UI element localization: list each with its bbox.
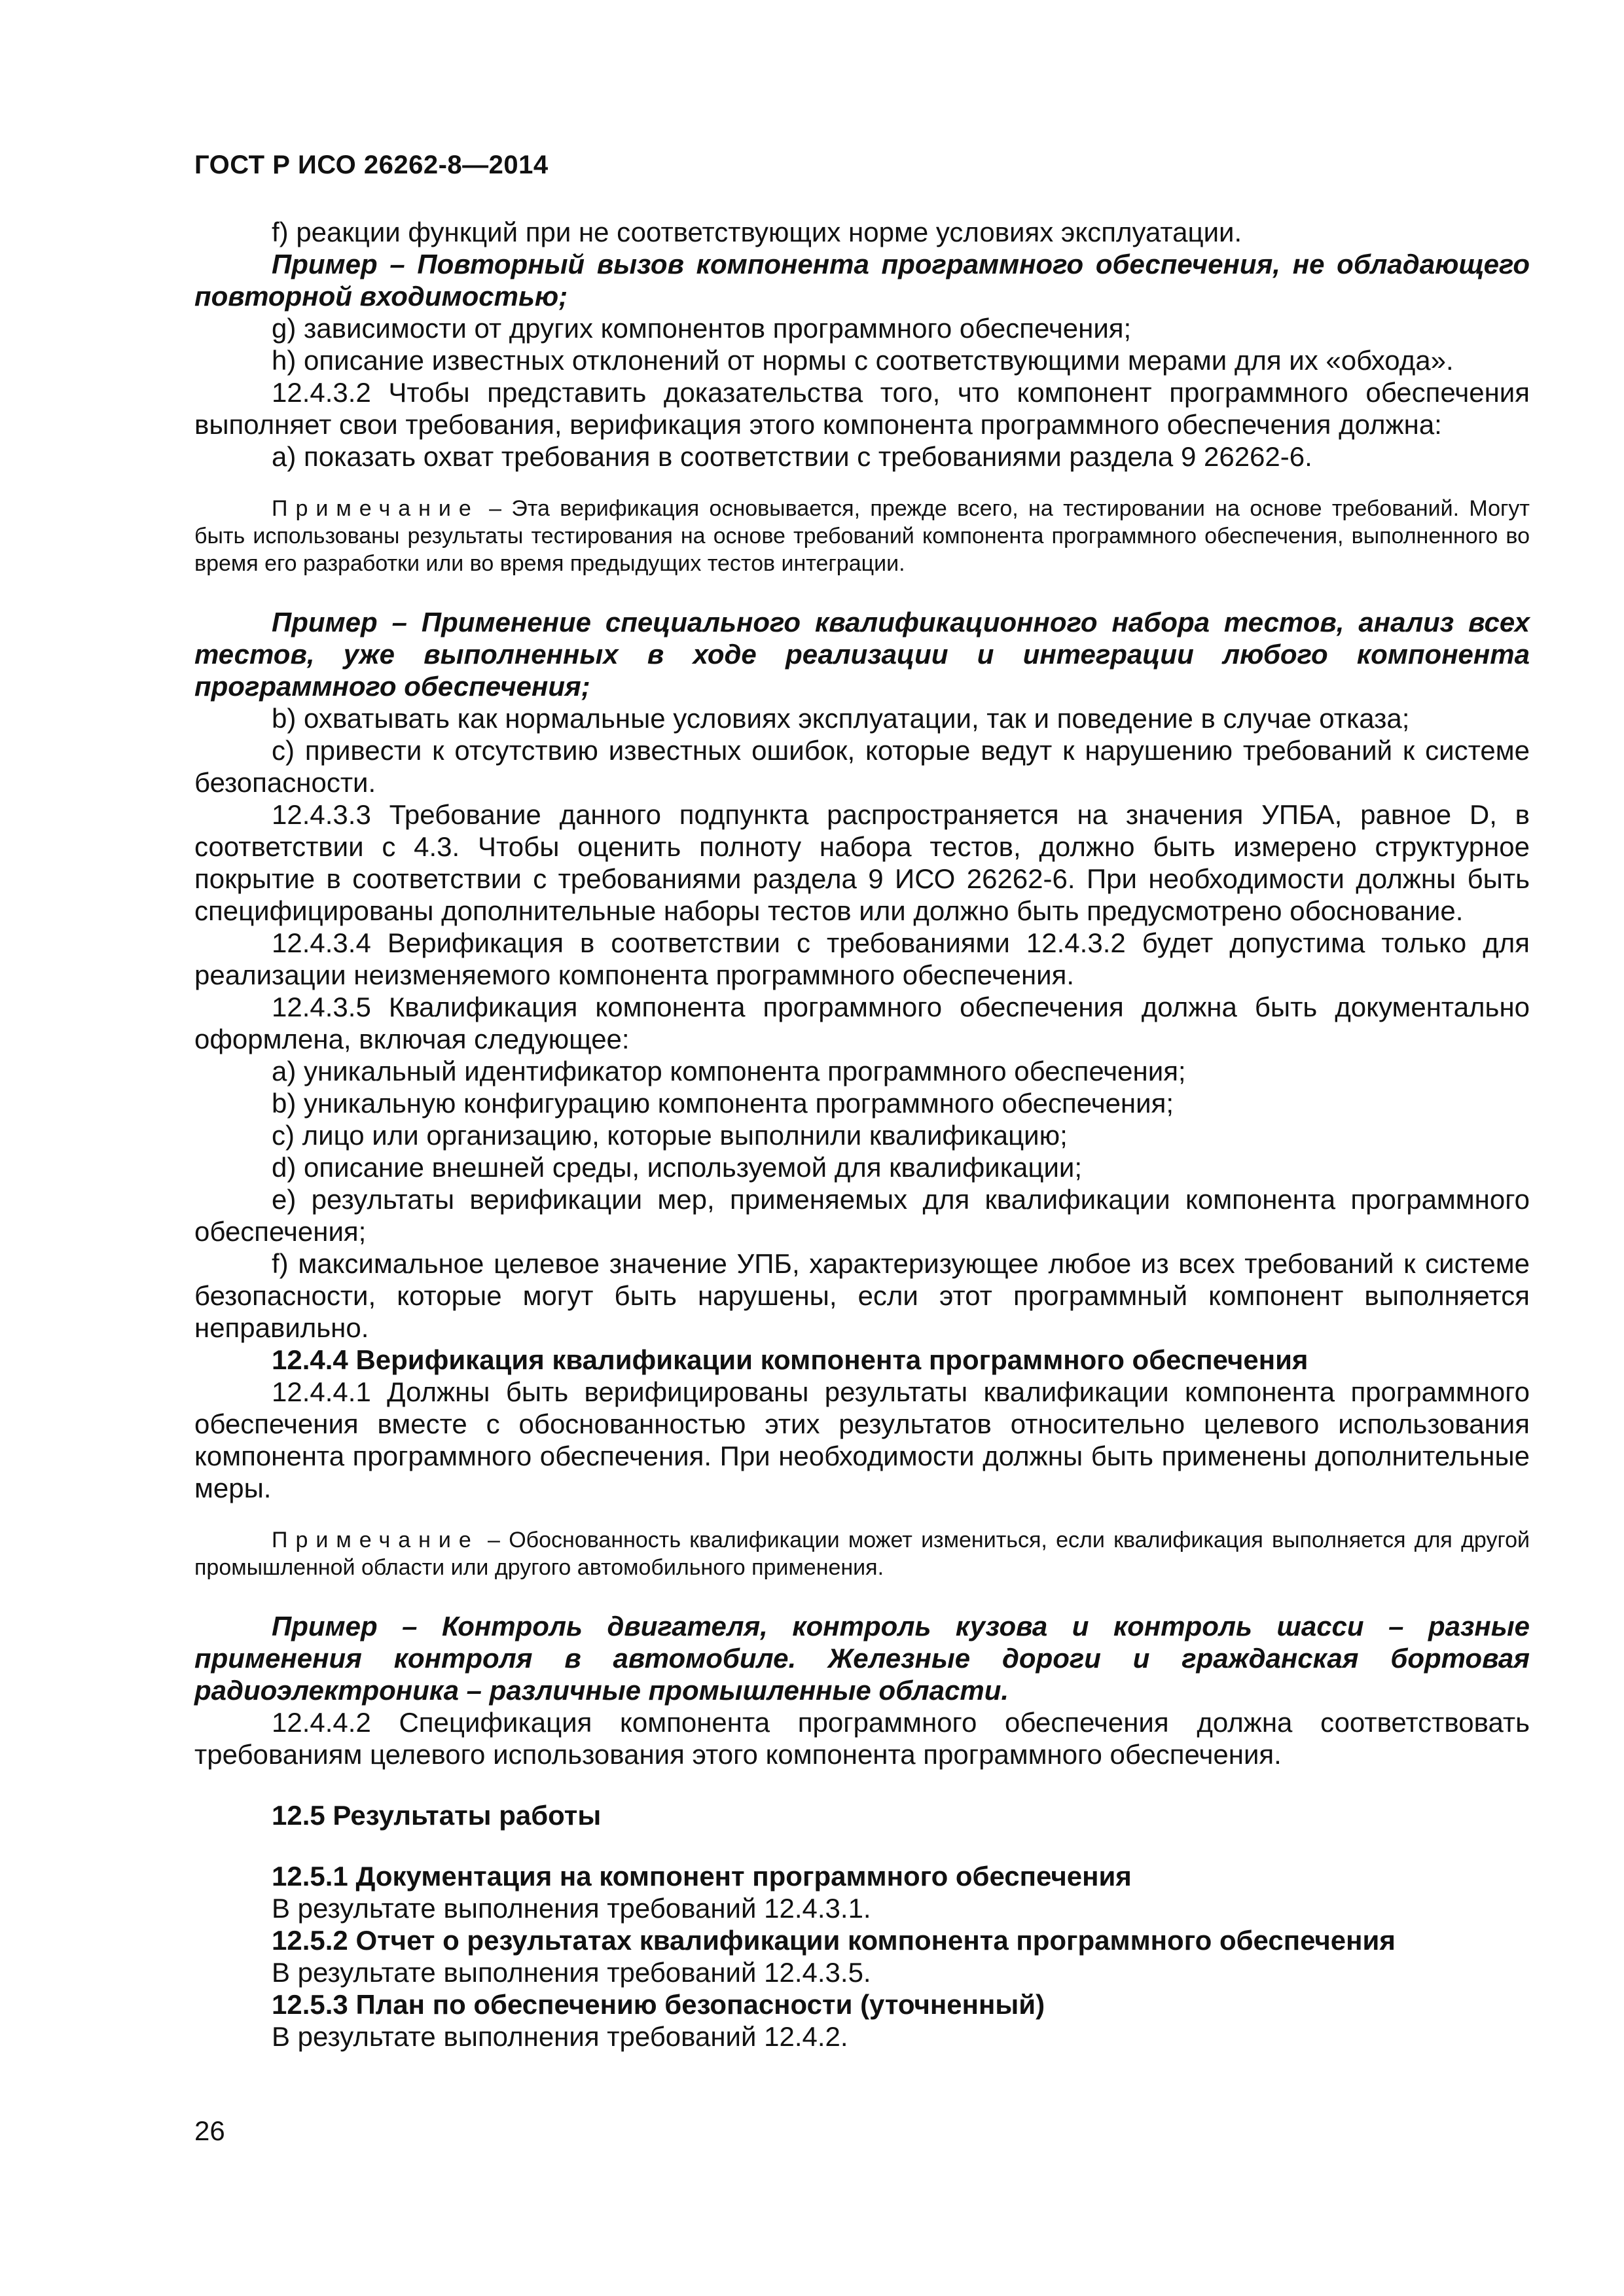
document-code-header: ГОСТ Р ИСО 26262-8—2014: [194, 151, 549, 179]
heading-12-5-1: 12.5.1 Документация на компонент программного обеспечения: [272, 1861, 1132, 1892]
result-12-5-2: В результате выполнения требований 12.4.3.5.: [272, 1957, 871, 1988]
heading-12-5-3: 12.5.3 План по обеспечению безопасности (уточненный): [272, 1989, 1045, 2020]
result-12-5-3: В результате выполнения требований 12.4.2.: [272, 2021, 848, 2052]
example-control-domains: Пример – Контроль двигателя, контроль кузова и контроль шасси – разные применения контроля в автомобиле. Железные дороги и гражданская бортовая радиоэлектроника – различные промышленные области.: [194, 1611, 1530, 1706]
clause-12-4-3-4: 12.4.3.4 Верификация в соответствии с требованиями 12.4.3.2 будет допустима только для реализации неизменяемого компонента программного обеспечения.: [194, 927, 1530, 990]
note-label: Примечание: [272, 1528, 479, 1552]
result-12-5-1: В результате выполнения требований 12.4.3.1.: [272, 1893, 871, 1924]
clause-12-4-3-2: 12.4.3.2 Чтобы представить доказательства того, что компонент программного обеспечения выполняет свои требования, верификация этого компонента программного обеспечения должна:: [194, 377, 1530, 440]
list-item-a-identifier: а) уникальный идентификатор компонента программного обеспечения;: [272, 1056, 1186, 1086]
clause-12-4-4-1: 12.4.4.1 Должны быть верифицированы результаты квалификации компонента программного обеспечения вместе с обоснованностью этих результатов относительно целевого использования компонента программного обеспечения. При необходимости должны быть применены дополнительные меры.: [194, 1376, 1530, 1503]
list-item-g-dependencies: g) зависимости от других компонентов программного обеспечения;: [272, 313, 1132, 344]
list-item-b-configuration: b) уникальную конфигурацию компонента программного обеспечения;: [272, 1088, 1174, 1119]
page-number: 26: [194, 2115, 225, 2146]
heading-12-4-4: 12.4.4 Верификация квалификации компонента программного обеспечения: [272, 1344, 1308, 1375]
list-item-f-max-asil: f) максимальное целевое значение УПБ, характеризующее любое из всех требований к системе безопасности, которые могут быть нарушены, если этот программный компонент выполняется неправильно.: [194, 1248, 1530, 1343]
list-item-h-deviations: h) описание известных отклонений от нормы с соответствующими мерами для их «обхода».: [272, 345, 1454, 376]
list-item-d-environment: d) описание внешней среды, используемой для квалификации;: [272, 1152, 1083, 1183]
example-reentrancy: Пример – Повторный вызов компонента программного обеспечения, не обладающего повторной входимостью;: [194, 249, 1530, 312]
list-item-b-conditions: b) охватывать как нормальные условиях эксплуатации, так и поведение в случае отказа;: [272, 703, 1410, 734]
note-text: – Эта верификация основывается, прежде всего, на тестировании на основе требований. Могут быть использованы результаты тестирования на основе требований компонента программного обеспечения, выполненного во время его разработки или во время предыдущих тестов интеграции.: [194, 496, 1530, 576]
list-item-c-no-known-errors: с) привести к отсутствию известных ошибок, которые ведут к нарушению требований к системе безопасности.: [194, 735, 1530, 798]
note-qualification-validity: [194, 1526, 1530, 1581]
clause-12-4-3-5: 12.4.3.5 Квалификация компонента программного обеспечения должна быть документально оформлена, включая следующее:: [194, 992, 1530, 1054]
example-qualification-tests: Пример – Применение специального квалификационного набора тестов, анализ всех тестов, уже выполненных в ходе реализации и интеграции любого компонента программного обеспечения;: [194, 607, 1530, 702]
page-body: [194, 216, 1530, 2053]
list-item-a-coverage: а) показать охват требования в соответствии с требованиями раздела 9 26262-6.: [272, 441, 1312, 472]
heading-12-5: 12.5 Результаты работы: [272, 1800, 602, 1831]
list-item-c-organization: с) лицо или организацию, которые выполнили квалификацию;: [272, 1120, 1068, 1151]
note-label: Примечание: [272, 496, 479, 521]
list-item-e-results: е) результаты верификации мер, применяемых для квалификации компонента программного обеспечения;: [194, 1184, 1530, 1247]
clause-12-4-3-3: 12.4.3.3 Требование данного подпункта распространяется на значения УПБА, равное D, в соответствии с 4.3. Чтобы оценить полноту набора тестов, должно быть измерено структурное покрытие в соответствии с требованиями раздела 9 ИСО 26262-6. При необходимости должны быть специфицированы дополнительные наборы тестов или должно быть предусмотрено обоснование.: [194, 799, 1530, 926]
list-item-f-reactions: f) реакции функций при не соответствующих норме условиях эксплуатации.: [272, 217, 1242, 247]
note-verification: [194, 495, 1530, 577]
heading-12-5-2: 12.5.2 Отчет о результатах квалификации компонента программного обеспечения: [272, 1925, 1396, 1956]
clause-12-4-4-2: 12.4.4.2 Спецификация компонента программного обеспечения должна соответствовать требованиям целевого использования этого компонента программного обеспечения.: [194, 1707, 1530, 1770]
note-text: – Обоснованность квалификации может измениться, если квалификация выполняется для другой промышленной области или другого автомобильного применения.: [194, 1528, 1530, 1580]
